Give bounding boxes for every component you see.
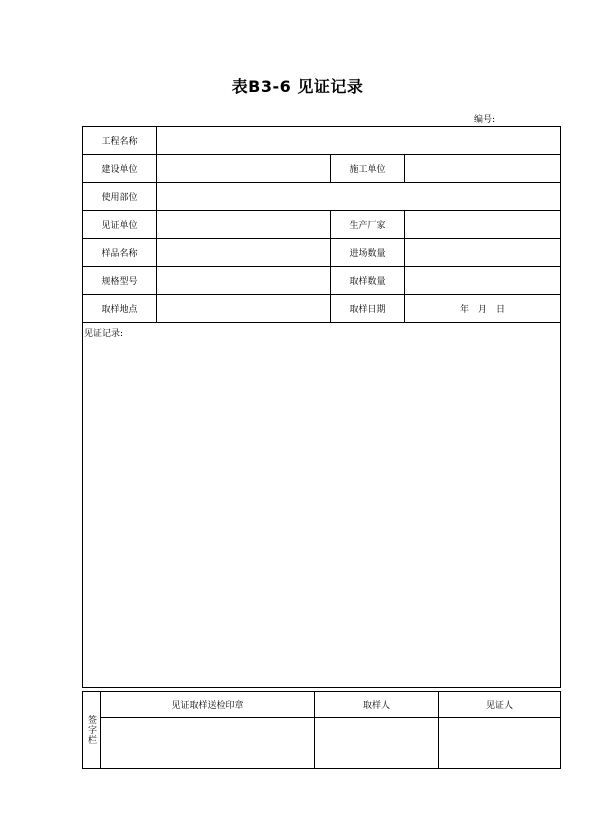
sampler-cell[interactable] [315,718,439,769]
label-sample-quantity: 取样数量 [331,267,405,295]
row-witness-unit [83,211,561,239]
value-building-unit[interactable] [405,155,561,183]
value-witness-unit[interactable] [157,211,331,239]
value-use-part[interactable] [157,183,561,211]
value-manufacturer[interactable] [405,211,561,239]
signature-value-row [83,718,561,769]
record-area[interactable] [83,323,561,688]
value-sample-date[interactable]: 年 月 日 [405,295,561,323]
value-project-name[interactable] [157,127,561,155]
row-units [83,155,561,183]
row-use-part [83,183,561,211]
witness-record-form [82,126,561,688]
page-title: 表B3-6 见证记录 [231,77,364,96]
label-sample-date: 取样日期 [331,295,405,323]
seal-cell[interactable] [101,718,315,769]
signature-header-row [83,692,561,718]
witness-cell[interactable] [439,718,561,769]
sampler-header: 取样人 [315,692,439,718]
value-spec-model[interactable] [157,267,331,295]
value-sample-location[interactable] [157,295,331,323]
label-spec-model: 规格型号 [83,267,157,295]
label-construction-unit: 建设单位 [83,155,157,183]
row-project-name [83,127,561,155]
label-witness-unit: 见证单位 [83,211,157,239]
value-sample-name[interactable] [157,239,331,267]
value-entry-quantity[interactable] [405,239,561,267]
value-sample-quantity[interactable] [405,267,561,295]
row-spec-model [83,267,561,295]
row-sample-location [83,295,561,323]
label-manufacturer: 生产厂家 [331,211,405,239]
seal-header: 见证取样送检印章 [101,692,315,718]
row-sample-name [83,239,561,267]
row-record [83,323,561,688]
number-label: 编号: [474,115,496,125]
label-use-part: 使用部位 [83,183,157,211]
signature-table [82,691,561,769]
label-sample-name: 样品名称 [83,239,157,267]
label-building-unit: 施工单位 [331,155,405,183]
signature-column-label: 签字栏 [83,692,101,769]
label-project-name: 工程名称 [83,127,157,155]
label-sample-location: 取样地点 [83,295,157,323]
value-construction-unit[interactable] [157,155,331,183]
record-label: 见证记录: [84,329,124,339]
witness-header: 见证人 [439,692,561,718]
label-entry-quantity: 进场数量 [331,239,405,267]
